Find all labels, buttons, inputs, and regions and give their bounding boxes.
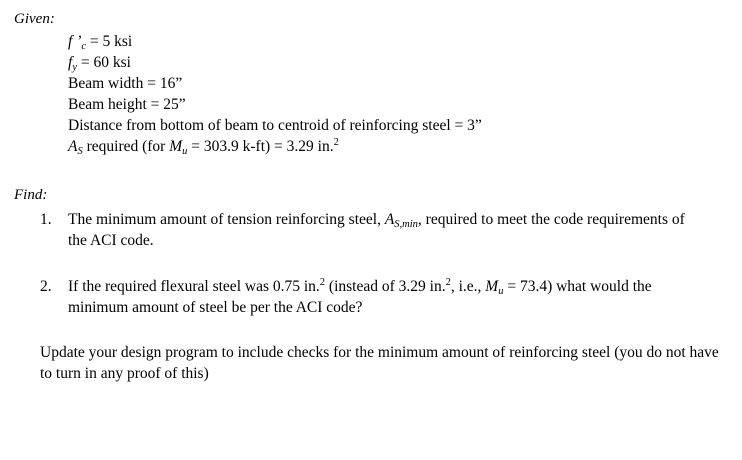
find-heading: Find:	[14, 187, 48, 203]
fc-symbol: f	[68, 33, 73, 50]
update-instruction: Update your design program to include checks for the minimum amount of reinforcing steel (you do not have to turn in any proof of this)	[40, 344, 719, 382]
as-text-2: = 303.9 k-ft) = 3.29 in.	[187, 138, 334, 155]
fc-subscript: c	[81, 41, 87, 52]
fy-symbol: f	[68, 54, 73, 71]
find-item-2-text-4: = 73.4) what would the minimum amount of steel be per the ACI code?	[68, 278, 652, 316]
fy-subscript: y	[72, 62, 77, 73]
as-text-1: required (for	[82, 138, 170, 155]
find-item-2-text-3: , i.e.,	[450, 278, 486, 295]
mu-symbol-2: M	[485, 278, 499, 295]
as-symbol: A	[68, 138, 78, 155]
given-fc-line	[68, 31, 482, 52]
as-superscript: 2	[333, 137, 339, 148]
find-item-2	[40, 276, 700, 318]
find-item-2-text-2: (instead of 3.29 in.	[325, 278, 446, 295]
fc-value: = 5 ksi	[86, 33, 133, 50]
find-item-1-text	[68, 209, 700, 251]
given-heading: Given:	[14, 11, 55, 27]
given-beam-height: Beam height = 25”	[68, 96, 186, 113]
given-as-required-line	[68, 136, 482, 157]
as-subscript: S	[77, 146, 83, 157]
as-min-symbol: A	[384, 211, 395, 228]
find-item-1-text-2: , required to meet the code requirements of the ACI code.	[68, 211, 685, 249]
given-beam-width: Beam width = 16”	[68, 75, 183, 92]
find-item-2-text-1: If the required flexural steel was 0.75 in.	[68, 278, 320, 295]
given-list	[68, 31, 482, 157]
as-min-subscript: S,min	[394, 219, 418, 230]
given-distance: Distance from bottom of beam to centroid of reinforcing steel = 3”	[68, 117, 482, 134]
find-item-2-sup-2: 2	[445, 277, 451, 288]
mu-subscript: u	[182, 146, 188, 157]
mu-symbol: M	[169, 138, 183, 155]
fy-value: = 60 ksi	[76, 54, 131, 71]
mu-subscript-2: u	[498, 286, 504, 297]
find-item-1	[40, 209, 700, 251]
find-item-2-text	[68, 276, 700, 318]
find-item-1-number: 1.	[40, 211, 52, 228]
fc-prime: ’	[72, 33, 82, 50]
given-fy-line	[68, 52, 482, 73]
find-item-2-number: 2.	[40, 278, 52, 295]
find-item-1-text-1: The minimum amount of tension reinforcing steel,	[68, 211, 385, 228]
find-item-2-sup-1: 2	[319, 277, 326, 288]
